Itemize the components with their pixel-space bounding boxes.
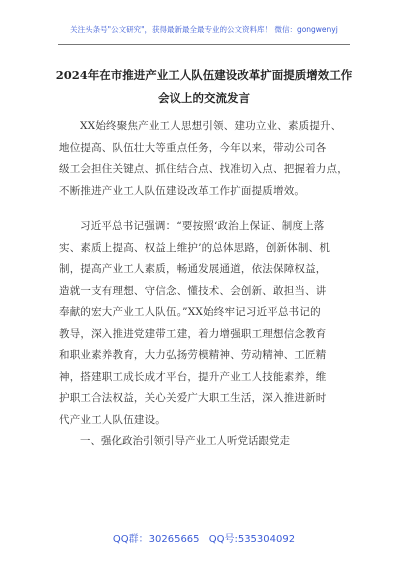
- paragraph-line: 护职工合法权益，关心关爱广大职工生活，深入推进新时: [59, 392, 327, 404]
- paragraph-line: 教导，深入推进党建带工建，着力增强职工理想信念教育: [59, 327, 327, 340]
- paragraph-line: 制，提高产业工人素质，畅通发展通道，依法保障权益，: [59, 263, 327, 275]
- document-title-line-1: 2024年在市推进产业工人队伍建设改革扩面提质增效工作: [55, 68, 353, 82]
- paragraph-line: 实、素质上提高、权益上维护’的总体思路，创新体制、机: [59, 241, 331, 254]
- paragraph-line: 和职业素养教育，大力弘扬劳模精神、劳动精神、工匠精: [59, 349, 327, 361]
- section-heading: 一、强化政治引领引导产业工人听党话跟党走: [80, 435, 290, 447]
- footer-qq-number: QQ号:535304092: [208, 534, 296, 545]
- paragraph-line: 地位提高、队伍壮大等重点任务，今年以来，带动公司各: [59, 141, 327, 154]
- paragraph-line: 习近平总书记强调：“要按照‘政治上保证、制度上落: [80, 220, 325, 232]
- paragraph-2: [59, 216, 353, 431]
- paragraph-line: 神，搭建职工成长成才平台，提升产业工人技能素养，维: [59, 370, 327, 383]
- paragraph-line: XX始终聚焦产业工人思想引领、建功立业、素质提升、: [80, 120, 342, 132]
- paragraph-line: 代产业工人队伍建设。: [59, 413, 166, 426]
- paragraph-line: 造就一支有理想、守信念、懂技术、会创新、敢担当、讲: [59, 284, 327, 297]
- paragraph-line: 级工会担住关键点、抓住结合点、找准切入点、把握着力点，: [59, 163, 348, 175]
- header-divider: [58, 44, 350, 45]
- header-note: 关注头条号"公文研究"，获得最新最全最专业的公文资料库！ 微信：gongwenyj: [70, 25, 338, 34]
- document-title-line-2: 会议上的交流发言: [158, 91, 250, 105]
- paragraph-line: 奉献的宏大产业工人队伍。”XX始终牢记习近平总书记的: [59, 306, 321, 318]
- footer-contact: [0, 530, 408, 545]
- paragraph-1: [59, 116, 353, 202]
- paragraph-line: 不断推进产业工人队伍建设改革工作扩面提质增效。: [59, 184, 306, 197]
- footer-qq-group: QQ群：30265665: [112, 534, 200, 545]
